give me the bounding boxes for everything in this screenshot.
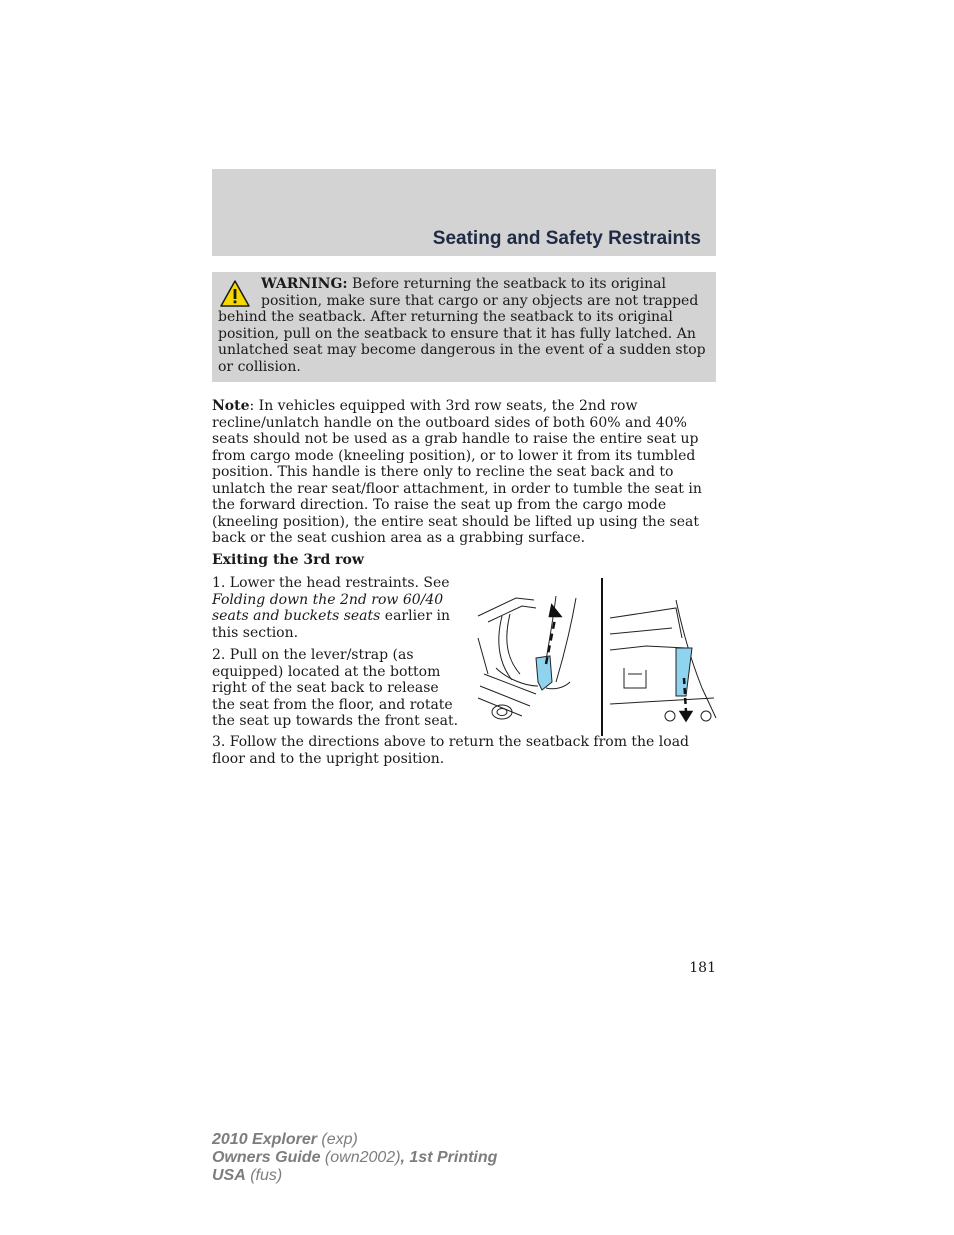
footer-guide-code: (own2002) (320, 1149, 401, 1166)
warning-text-rest: position, make sure that cargo or any objects are not trapped behind the seatback. After returning the seatback to its original position, pull on the seatback to ensure that it has fully latched. An unlatched seat may become dangerous in the event of a sudden stop or collision. (218, 292, 706, 375)
footer-line-3 (212, 1167, 497, 1185)
section-header-band (212, 169, 716, 256)
warning-box (212, 272, 716, 382)
footer-printing: , 1st Printing (400, 1149, 498, 1166)
footer-model-code: (exp) (316, 1131, 358, 1148)
note-paragraph (212, 398, 716, 547)
footer-line-2 (212, 1149, 497, 1167)
step-1-reference: Folding down the 2nd row 60/40 seats and buckets seats (212, 591, 444, 624)
step-3-text: 3. Follow the directions above to return the seatback from the load floor and to the upright position. (212, 734, 690, 767)
footer (212, 1131, 497, 1185)
step-2: 2. Pull on the lever/strap (as equipped) located at the bottom right of the seat back to release the seat from the floor, and rotate the seat up towards the front seat. (212, 647, 459, 729)
step-3 (212, 734, 716, 767)
footer-market-code: (fus) (245, 1167, 283, 1184)
lever-highlight (536, 656, 552, 690)
warning-text-first: Before returning the seatback to its original (352, 276, 666, 292)
section-heading: Exiting the 3rd row (212, 552, 364, 568)
step-1-suffix: earlier in this section. (212, 608, 450, 641)
step-1-prefix: 1. Lower the head restraints. See (212, 575, 450, 591)
seat-release-illustration (476, 578, 718, 738)
step-1 (212, 575, 464, 641)
note-text: : In vehicles equipped with 3rd row seats, the 2nd row recline/unlatch handle on the outboard sides of both 60% and 40% seats should not be used as a grab handle to raise the entire seat up from cargo mode (kneeling position), or to lower it from its tumbled position. This handle is there only to recline the seat back and to unlatch the rear seat/floor attachment, in order to tumble the seat in the forward direction. To raise the seat up from the cargo mode (kneeling position), the entire seat should be lifted up using the seat back or the seat cushion area as a grabbing surface. (212, 398, 702, 546)
page-number: 181 (689, 960, 716, 976)
footer-market: USA (212, 1167, 246, 1184)
footer-model: 2010 Explorer (212, 1131, 317, 1148)
footer-guide: Owners Guide (212, 1149, 321, 1166)
section-title: Seating and Safety Restraints (432, 228, 701, 249)
footer-line-1 (212, 1131, 497, 1149)
warning-text (218, 276, 712, 375)
note-label: Note (212, 398, 250, 414)
warning-label: WARNING: (261, 276, 348, 292)
